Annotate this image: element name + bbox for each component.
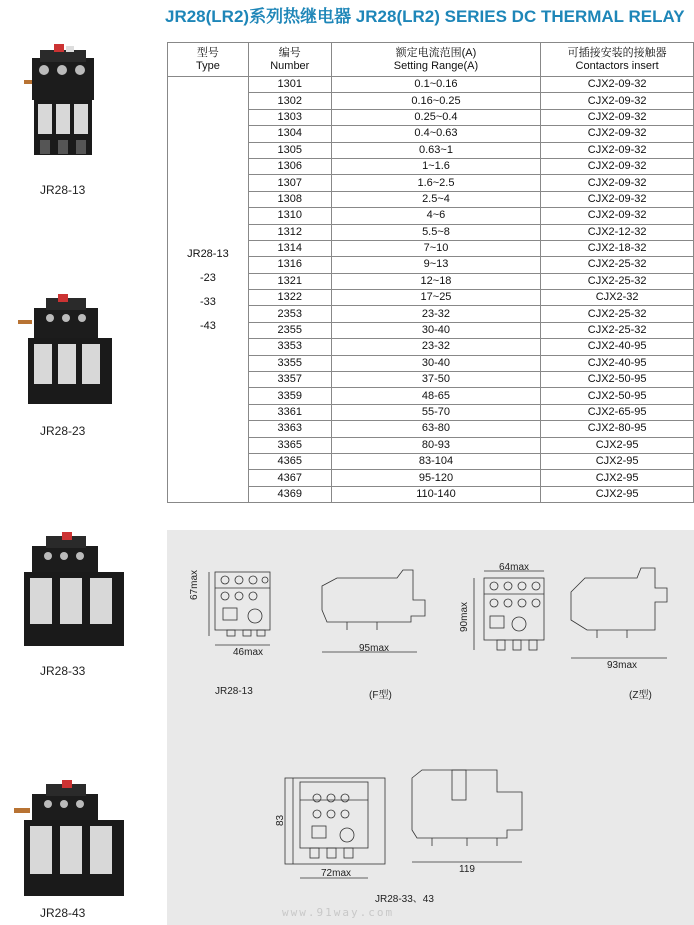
- setting-range-cell: 23-32: [331, 339, 541, 355]
- contactor-cell: CJX2-95: [541, 437, 694, 453]
- dim-b-height: 83: [275, 814, 286, 826]
- contactor-cell: CJX2-09-32: [541, 208, 694, 224]
- setting-range-cell: 0.16~0.25: [331, 93, 541, 109]
- type-value: -33: [199, 295, 216, 308]
- setting-range-cell: 9~13: [331, 257, 541, 273]
- header-type: 型号 Type: [168, 43, 249, 77]
- watermark: www.91way.com: [282, 906, 395, 919]
- contactor-cell: CJX2-50-95: [541, 372, 694, 388]
- contactor-cell: CJX2-40-95: [541, 339, 694, 355]
- dim-b-side-width: 119: [459, 864, 475, 875]
- contactor-cell: CJX2-09-32: [541, 77, 694, 93]
- spec-table: [167, 42, 694, 503]
- setting-range-cell: 83-104: [331, 453, 541, 469]
- number-cell: 3359: [248, 388, 331, 404]
- contactor-cell: CJX2-09-32: [541, 109, 694, 125]
- dimension-drawings-svg: [167, 530, 694, 925]
- number-cell: 3365: [248, 437, 331, 453]
- number-cell: 4369: [248, 486, 331, 502]
- product-photo-jr28-33: [10, 528, 150, 658]
- number-cell: 1322: [248, 290, 331, 306]
- dim-b-width: 72max: [321, 868, 352, 879]
- number-cell: 3363: [248, 421, 331, 437]
- number-cell: 1305: [248, 142, 331, 158]
- label-jr33-43: JR28-33、43: [375, 894, 434, 905]
- product-label: JR28-23: [40, 424, 86, 438]
- contactor-cell: CJX2-25-32: [541, 257, 694, 273]
- number-cell: 1307: [248, 175, 331, 191]
- contactor-cell: CJX2-95: [541, 470, 694, 486]
- dim-f-width: 95max: [359, 643, 390, 654]
- table-row: [168, 77, 694, 93]
- setting-range-cell: 30-40: [331, 355, 541, 371]
- setting-range-cell: 0.25~0.4: [331, 109, 541, 125]
- type-value: JR28-13: [187, 247, 229, 260]
- dim-jr13-width: 46max: [233, 647, 264, 658]
- number-cell: 4367: [248, 470, 331, 486]
- setting-range-cell: 1.6~2.5: [331, 175, 541, 191]
- contactor-cell: CJX2-50-95: [541, 388, 694, 404]
- contactor-cell: CJX2-95: [541, 486, 694, 502]
- number-cell: 3355: [248, 355, 331, 371]
- number-cell: 2353: [248, 306, 331, 322]
- setting-range-cell: 1~1.6: [331, 158, 541, 174]
- contactor-cell: CJX2-09-32: [541, 175, 694, 191]
- contactor-cell: CJX2-32: [541, 290, 694, 306]
- contactor-cell: CJX2-25-32: [541, 306, 694, 322]
- setting-range-cell: 63-80: [331, 421, 541, 437]
- dim-z-front-width: 64max: [499, 562, 530, 573]
- type-value: -43: [199, 319, 216, 332]
- setting-range-cell: 48-65: [331, 388, 541, 404]
- setting-range-cell: 23-32: [331, 306, 541, 322]
- setting-range-cell: 0.63~1: [331, 142, 541, 158]
- type-value: -23: [199, 271, 216, 284]
- contactor-cell: CJX2-12-32: [541, 224, 694, 240]
- setting-range-cell: 0.1~0.16: [331, 77, 541, 93]
- product-label: JR28-13: [40, 183, 86, 197]
- number-cell: 1301: [248, 77, 331, 93]
- setting-range-cell: 7~10: [331, 240, 541, 256]
- contactor-cell: CJX2-09-32: [541, 142, 694, 158]
- setting-range-cell: 0.4~0.63: [331, 126, 541, 142]
- number-cell: 1304: [248, 126, 331, 142]
- setting-range-cell: 17~25: [331, 290, 541, 306]
- dimension-drawings: [167, 530, 694, 925]
- product-label: JR28-43: [40, 906, 86, 920]
- contactor-cell: CJX2-95: [541, 453, 694, 469]
- dim-z-side-width: 93max: [607, 660, 638, 671]
- contactor-cell: CJX2-09-32: [541, 93, 694, 109]
- contactor-cell: CJX2-65-95: [541, 404, 694, 420]
- header-setting-range: 额定电流范围(A) Setting Range(A): [331, 43, 541, 77]
- header-number: 编号 Number: [248, 43, 331, 77]
- number-cell: 1312: [248, 224, 331, 240]
- setting-range-cell: 80-93: [331, 437, 541, 453]
- contactor-cell: CJX2-25-32: [541, 322, 694, 338]
- setting-range-cell: 110-140: [331, 486, 541, 502]
- number-cell: 3353: [248, 339, 331, 355]
- dim-jr13-height: 67max: [189, 569, 200, 600]
- type-cell: [168, 77, 249, 503]
- label-z-type: (Z型): [629, 690, 652, 701]
- product-photo-jr28-13: [10, 40, 150, 175]
- number-cell: 1308: [248, 191, 331, 207]
- product-photo-jr28-43: [10, 778, 150, 903]
- setting-range-cell: 2.5~4: [331, 191, 541, 207]
- number-cell: 1303: [248, 109, 331, 125]
- number-cell: 1302: [248, 93, 331, 109]
- setting-range-cell: 12~18: [331, 273, 541, 289]
- contactor-cell: CJX2-25-32: [541, 273, 694, 289]
- number-cell: 2355: [248, 322, 331, 338]
- number-cell: 4365: [248, 453, 331, 469]
- label-f-type: (F型): [369, 690, 392, 701]
- setting-range-cell: 95-120: [331, 470, 541, 486]
- table-header-row: [168, 43, 694, 77]
- number-cell: 1316: [248, 257, 331, 273]
- number-cell: 3357: [248, 372, 331, 388]
- number-cell: 1321: [248, 273, 331, 289]
- contactor-cell: CJX2-80-95: [541, 421, 694, 437]
- number-cell: 1314: [248, 240, 331, 256]
- page-title: JR28(LR2)系列热继电器 JR28(LR2) SERIES DC THERMAL RELAY: [165, 0, 694, 33]
- setting-range-cell: 37-50: [331, 372, 541, 388]
- setting-range-cell: 5.5~8: [331, 224, 541, 240]
- dim-z-front-height: 90max: [459, 601, 470, 632]
- header-contactors: 可插接安装的接触器 Contactors insert: [541, 43, 694, 77]
- number-cell: 3361: [248, 404, 331, 420]
- label-jr13: JR28-13: [215, 686, 253, 697]
- setting-range-cell: 55-70: [331, 404, 541, 420]
- number-cell: 1306: [248, 158, 331, 174]
- product-photo-jr28-23: [10, 290, 150, 420]
- product-label: JR28-33: [40, 664, 86, 678]
- setting-range-cell: 30-40: [331, 322, 541, 338]
- setting-range-cell: 4~6: [331, 208, 541, 224]
- number-cell: 1310: [248, 208, 331, 224]
- contactor-cell: CJX2-40-95: [541, 355, 694, 371]
- contactor-cell: CJX2-09-32: [541, 126, 694, 142]
- contactor-cell: CJX2-09-32: [541, 191, 694, 207]
- contactor-cell: CJX2-09-32: [541, 158, 694, 174]
- contactor-cell: CJX2-18-32: [541, 240, 694, 256]
